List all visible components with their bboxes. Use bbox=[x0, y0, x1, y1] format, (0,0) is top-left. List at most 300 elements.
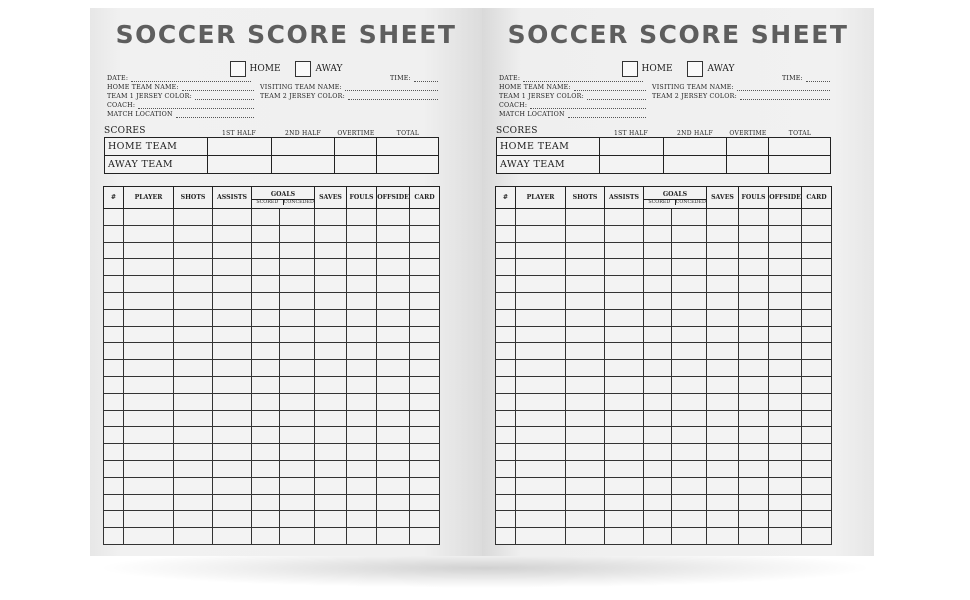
player-stat-cell[interactable] bbox=[769, 326, 802, 343]
player-stat-cell[interactable] bbox=[672, 209, 707, 226]
player-stat-cell[interactable] bbox=[672, 444, 707, 461]
player-stat-cell[interactable] bbox=[280, 477, 315, 494]
player-stat-cell[interactable] bbox=[605, 309, 644, 326]
player-stat-cell[interactable] bbox=[410, 393, 440, 410]
player-stat-cell[interactable] bbox=[377, 410, 410, 427]
player-stat-cell[interactable] bbox=[410, 494, 440, 511]
player-stat-cell[interactable] bbox=[104, 511, 124, 528]
player-stat-cell[interactable] bbox=[739, 242, 769, 259]
player-stat-cell[interactable] bbox=[566, 343, 605, 360]
player-stat-cell[interactable] bbox=[315, 511, 347, 528]
player-stat-cell[interactable] bbox=[377, 209, 410, 226]
player-stat-cell[interactable] bbox=[802, 477, 832, 494]
player-stat-cell[interactable] bbox=[377, 444, 410, 461]
score-cell[interactable] bbox=[599, 138, 663, 156]
player-stat-cell[interactable] bbox=[707, 444, 739, 461]
player-stat-cell[interactable] bbox=[802, 444, 832, 461]
player-stat-cell[interactable] bbox=[315, 343, 347, 360]
player-stat-cell[interactable] bbox=[104, 292, 124, 309]
player-stat-cell[interactable] bbox=[124, 225, 174, 242]
player-stat-cell[interactable] bbox=[769, 343, 802, 360]
player-stat-cell[interactable] bbox=[280, 460, 315, 477]
player-stat-cell[interactable] bbox=[739, 393, 769, 410]
player-stat-cell[interactable] bbox=[315, 360, 347, 377]
player-stat-cell[interactable] bbox=[252, 225, 280, 242]
player-stat-cell[interactable] bbox=[496, 292, 516, 309]
player-stat-cell[interactable] bbox=[124, 444, 174, 461]
player-stat-cell[interactable] bbox=[802, 376, 832, 393]
player-stat-cell[interactable] bbox=[644, 326, 672, 343]
player-stat-cell[interactable] bbox=[496, 259, 516, 276]
player-stat-cell[interactable] bbox=[566, 444, 605, 461]
player-stat-cell[interactable] bbox=[739, 376, 769, 393]
player-stat-cell[interactable] bbox=[213, 410, 252, 427]
player-stat-cell[interactable] bbox=[802, 511, 832, 528]
player-stat-cell[interactable] bbox=[315, 427, 347, 444]
player-stat-cell[interactable] bbox=[213, 511, 252, 528]
player-stat-cell[interactable] bbox=[516, 209, 566, 226]
away-option[interactable] bbox=[295, 61, 342, 77]
player-stat-cell[interactable] bbox=[104, 360, 124, 377]
player-stat-cell[interactable] bbox=[347, 209, 377, 226]
player-stat-cell[interactable] bbox=[566, 427, 605, 444]
player-stat-cell[interactable] bbox=[672, 460, 707, 477]
player-stat-cell[interactable] bbox=[802, 292, 832, 309]
player-stat-cell[interactable] bbox=[707, 528, 739, 545]
player-stat-cell[interactable] bbox=[213, 276, 252, 293]
coach-field[interactable] bbox=[499, 102, 646, 109]
player-stat-cell[interactable] bbox=[644, 259, 672, 276]
player-stat-cell[interactable] bbox=[252, 376, 280, 393]
player-stat-cell[interactable] bbox=[213, 343, 252, 360]
match-location-field[interactable] bbox=[107, 111, 254, 118]
player-stat-cell[interactable] bbox=[739, 209, 769, 226]
player-stat-cell[interactable] bbox=[707, 427, 739, 444]
player-stat-cell[interactable] bbox=[347, 528, 377, 545]
player-stat-cell[interactable] bbox=[516, 326, 566, 343]
player-stat-cell[interactable] bbox=[124, 376, 174, 393]
player-stat-cell[interactable] bbox=[566, 410, 605, 427]
player-stat-cell[interactable] bbox=[672, 360, 707, 377]
player-stat-cell[interactable] bbox=[377, 343, 410, 360]
player-stat-cell[interactable] bbox=[566, 225, 605, 242]
player-stat-cell[interactable] bbox=[213, 209, 252, 226]
player-stat-cell[interactable] bbox=[124, 326, 174, 343]
player-stat-cell[interactable] bbox=[644, 309, 672, 326]
player-stat-cell[interactable] bbox=[605, 494, 644, 511]
score-cell[interactable] bbox=[207, 156, 271, 174]
player-stat-cell[interactable] bbox=[644, 242, 672, 259]
player-stat-cell[interactable] bbox=[769, 276, 802, 293]
player-stat-cell[interactable] bbox=[252, 494, 280, 511]
player-stat-cell[interactable] bbox=[707, 494, 739, 511]
player-stat-cell[interactable] bbox=[315, 209, 347, 226]
player-stat-cell[interactable] bbox=[252, 259, 280, 276]
player-stat-cell[interactable] bbox=[124, 477, 174, 494]
player-stat-cell[interactable] bbox=[707, 360, 739, 377]
player-stat-cell[interactable] bbox=[496, 242, 516, 259]
player-stat-cell[interactable] bbox=[739, 259, 769, 276]
player-stat-cell[interactable] bbox=[496, 326, 516, 343]
player-stat-cell[interactable] bbox=[410, 528, 440, 545]
player-stat-cell[interactable] bbox=[124, 276, 174, 293]
player-stat-cell[interactable] bbox=[516, 360, 566, 377]
player-stat-cell[interactable] bbox=[605, 343, 644, 360]
player-stat-cell[interactable] bbox=[516, 343, 566, 360]
player-stat-cell[interactable] bbox=[174, 393, 213, 410]
player-stat-cell[interactable] bbox=[347, 326, 377, 343]
player-stat-cell[interactable] bbox=[347, 410, 377, 427]
player-stat-cell[interactable] bbox=[213, 393, 252, 410]
player-stat-cell[interactable] bbox=[739, 528, 769, 545]
player-stat-cell[interactable] bbox=[347, 477, 377, 494]
player-stat-cell[interactable] bbox=[672, 309, 707, 326]
player-stat-cell[interactable] bbox=[516, 410, 566, 427]
player-stat-cell[interactable] bbox=[566, 326, 605, 343]
player-stat-cell[interactable] bbox=[410, 309, 440, 326]
player-stat-cell[interactable] bbox=[104, 477, 124, 494]
team1-jersey-field[interactable] bbox=[499, 93, 646, 100]
player-stat-cell[interactable] bbox=[769, 259, 802, 276]
player-stat-cell[interactable] bbox=[410, 511, 440, 528]
player-stat-cell[interactable] bbox=[377, 460, 410, 477]
player-stat-cell[interactable] bbox=[410, 460, 440, 477]
player-stat-cell[interactable] bbox=[174, 460, 213, 477]
player-stat-cell[interactable] bbox=[672, 259, 707, 276]
player-stat-cell[interactable] bbox=[707, 460, 739, 477]
player-stat-cell[interactable] bbox=[280, 410, 315, 427]
player-stat-cell[interactable] bbox=[377, 511, 410, 528]
player-stat-cell[interactable] bbox=[672, 292, 707, 309]
player-stat-cell[interactable] bbox=[347, 242, 377, 259]
player-stat-cell[interactable] bbox=[516, 276, 566, 293]
player-stat-cell[interactable] bbox=[213, 326, 252, 343]
player-stat-cell[interactable] bbox=[174, 225, 213, 242]
player-stat-cell[interactable] bbox=[769, 225, 802, 242]
player-stat-cell[interactable] bbox=[707, 343, 739, 360]
player-stat-cell[interactable] bbox=[739, 477, 769, 494]
player-stat-cell[interactable] bbox=[672, 242, 707, 259]
player-stat-cell[interactable] bbox=[707, 376, 739, 393]
player-stat-cell[interactable] bbox=[644, 360, 672, 377]
player-stat-cell[interactable] bbox=[644, 343, 672, 360]
player-stat-cell[interactable] bbox=[213, 427, 252, 444]
player-stat-cell[interactable] bbox=[496, 209, 516, 226]
player-stat-cell[interactable] bbox=[566, 360, 605, 377]
player-stat-cell[interactable] bbox=[377, 242, 410, 259]
player-stat-cell[interactable] bbox=[605, 326, 644, 343]
player-stat-cell[interactable] bbox=[347, 343, 377, 360]
player-stat-cell[interactable] bbox=[315, 259, 347, 276]
player-stat-cell[interactable] bbox=[739, 427, 769, 444]
player-stat-cell[interactable] bbox=[605, 276, 644, 293]
player-stat-cell[interactable] bbox=[566, 242, 605, 259]
player-stat-cell[interactable] bbox=[377, 376, 410, 393]
player-stat-cell[interactable] bbox=[707, 511, 739, 528]
player-stat-cell[interactable] bbox=[739, 410, 769, 427]
player-stat-cell[interactable] bbox=[644, 376, 672, 393]
player-stat-cell[interactable] bbox=[104, 494, 124, 511]
player-stat-cell[interactable] bbox=[516, 309, 566, 326]
player-stat-cell[interactable] bbox=[174, 276, 213, 293]
away-option[interactable] bbox=[687, 61, 734, 77]
player-stat-cell[interactable] bbox=[213, 360, 252, 377]
player-stat-cell[interactable] bbox=[802, 209, 832, 226]
player-stat-cell[interactable] bbox=[315, 528, 347, 545]
player-stat-cell[interactable] bbox=[769, 444, 802, 461]
player-stat-cell[interactable] bbox=[516, 259, 566, 276]
player-stat-cell[interactable] bbox=[672, 225, 707, 242]
player-stat-cell[interactable] bbox=[377, 225, 410, 242]
player-stat-cell[interactable] bbox=[124, 309, 174, 326]
player-stat-cell[interactable] bbox=[802, 393, 832, 410]
player-stat-cell[interactable] bbox=[174, 477, 213, 494]
player-stat-cell[interactable] bbox=[124, 528, 174, 545]
player-stat-cell[interactable] bbox=[672, 343, 707, 360]
player-stat-cell[interactable] bbox=[739, 225, 769, 242]
player-stat-cell[interactable] bbox=[769, 309, 802, 326]
player-stat-cell[interactable] bbox=[644, 276, 672, 293]
player-stat-cell[interactable] bbox=[496, 444, 516, 461]
player-stat-cell[interactable] bbox=[315, 494, 347, 511]
player-stat-cell[interactable] bbox=[252, 444, 280, 461]
player-stat-cell[interactable] bbox=[739, 326, 769, 343]
player-stat-cell[interactable] bbox=[315, 326, 347, 343]
player-stat-cell[interactable] bbox=[213, 376, 252, 393]
player-stat-cell[interactable] bbox=[252, 410, 280, 427]
player-stat-cell[interactable] bbox=[104, 276, 124, 293]
player-stat-cell[interactable] bbox=[769, 242, 802, 259]
player-stat-cell[interactable] bbox=[124, 242, 174, 259]
player-stat-cell[interactable] bbox=[769, 393, 802, 410]
player-stat-cell[interactable] bbox=[410, 360, 440, 377]
player-stat-cell[interactable] bbox=[280, 427, 315, 444]
player-stat-cell[interactable] bbox=[315, 376, 347, 393]
player-stat-cell[interactable] bbox=[516, 494, 566, 511]
player-stat-cell[interactable] bbox=[252, 343, 280, 360]
player-stat-cell[interactable] bbox=[410, 444, 440, 461]
player-stat-cell[interactable] bbox=[516, 427, 566, 444]
player-stat-cell[interactable] bbox=[707, 276, 739, 293]
player-stat-cell[interactable] bbox=[252, 209, 280, 226]
player-stat-cell[interactable] bbox=[315, 225, 347, 242]
player-stat-cell[interactable] bbox=[377, 477, 410, 494]
player-stat-cell[interactable] bbox=[174, 376, 213, 393]
player-stat-cell[interactable] bbox=[605, 242, 644, 259]
player-stat-cell[interactable] bbox=[377, 528, 410, 545]
player-stat-cell[interactable] bbox=[280, 225, 315, 242]
player-stat-cell[interactable] bbox=[104, 259, 124, 276]
player-stat-cell[interactable] bbox=[644, 410, 672, 427]
player-stat-cell[interactable] bbox=[280, 343, 315, 360]
score-cell[interactable] bbox=[377, 138, 439, 156]
player-stat-cell[interactable] bbox=[644, 528, 672, 545]
player-stat-cell[interactable] bbox=[605, 427, 644, 444]
score-cell[interactable] bbox=[599, 156, 663, 174]
player-stat-cell[interactable] bbox=[769, 410, 802, 427]
player-stat-cell[interactable] bbox=[104, 427, 124, 444]
player-stat-cell[interactable] bbox=[802, 225, 832, 242]
player-stat-cell[interactable] bbox=[174, 444, 213, 461]
player-stat-cell[interactable] bbox=[104, 410, 124, 427]
player-stat-cell[interactable] bbox=[124, 209, 174, 226]
player-stat-cell[interactable] bbox=[644, 209, 672, 226]
player-stat-cell[interactable] bbox=[672, 427, 707, 444]
player-stat-cell[interactable] bbox=[124, 292, 174, 309]
player-stat-cell[interactable] bbox=[252, 528, 280, 545]
player-stat-cell[interactable] bbox=[707, 259, 739, 276]
home-team-name-field[interactable] bbox=[107, 84, 254, 91]
player-stat-cell[interactable] bbox=[280, 444, 315, 461]
player-stat-cell[interactable] bbox=[605, 477, 644, 494]
player-stat-cell[interactable] bbox=[280, 242, 315, 259]
player-stat-cell[interactable] bbox=[496, 528, 516, 545]
player-stat-cell[interactable] bbox=[213, 477, 252, 494]
player-stat-cell[interactable] bbox=[644, 393, 672, 410]
player-stat-cell[interactable] bbox=[769, 494, 802, 511]
player-stat-cell[interactable] bbox=[769, 209, 802, 226]
player-stat-cell[interactable] bbox=[644, 494, 672, 511]
player-stat-cell[interactable] bbox=[410, 209, 440, 226]
player-stat-cell[interactable] bbox=[410, 427, 440, 444]
player-stat-cell[interactable] bbox=[496, 494, 516, 511]
player-stat-cell[interactable] bbox=[280, 276, 315, 293]
team2-jersey-field[interactable] bbox=[652, 93, 830, 100]
player-stat-cell[interactable] bbox=[496, 276, 516, 293]
player-stat-cell[interactable] bbox=[280, 511, 315, 528]
player-stat-cell[interactable] bbox=[315, 460, 347, 477]
player-stat-cell[interactable] bbox=[644, 427, 672, 444]
player-stat-cell[interactable] bbox=[174, 326, 213, 343]
player-stat-cell[interactable] bbox=[347, 494, 377, 511]
player-stat-cell[interactable] bbox=[174, 259, 213, 276]
player-stat-cell[interactable] bbox=[347, 376, 377, 393]
player-stat-cell[interactable] bbox=[802, 410, 832, 427]
player-stat-cell[interactable] bbox=[644, 460, 672, 477]
player-stat-cell[interactable] bbox=[802, 242, 832, 259]
player-stat-cell[interactable] bbox=[496, 477, 516, 494]
player-stat-cell[interactable] bbox=[707, 393, 739, 410]
time-field[interactable] bbox=[782, 75, 830, 82]
player-stat-cell[interactable] bbox=[672, 326, 707, 343]
player-stat-cell[interactable] bbox=[605, 259, 644, 276]
player-stat-cell[interactable] bbox=[104, 393, 124, 410]
player-stat-cell[interactable] bbox=[174, 528, 213, 545]
away-checkbox[interactable] bbox=[295, 61, 311, 77]
player-stat-cell[interactable] bbox=[605, 393, 644, 410]
player-stat-cell[interactable] bbox=[644, 511, 672, 528]
score-cell[interactable] bbox=[271, 156, 335, 174]
date-field[interactable] bbox=[499, 75, 643, 82]
player-stat-cell[interactable] bbox=[104, 209, 124, 226]
score-cell[interactable] bbox=[271, 138, 335, 156]
player-stat-cell[interactable] bbox=[605, 292, 644, 309]
player-stat-cell[interactable] bbox=[802, 309, 832, 326]
player-stat-cell[interactable] bbox=[347, 276, 377, 293]
player-stat-cell[interactable] bbox=[213, 242, 252, 259]
player-stat-cell[interactable] bbox=[496, 460, 516, 477]
score-cell[interactable] bbox=[207, 138, 271, 156]
player-stat-cell[interactable] bbox=[739, 511, 769, 528]
player-stat-cell[interactable] bbox=[496, 343, 516, 360]
player-stat-cell[interactable] bbox=[124, 427, 174, 444]
player-stat-cell[interactable] bbox=[605, 225, 644, 242]
player-stat-cell[interactable] bbox=[566, 393, 605, 410]
player-stat-cell[interactable] bbox=[605, 376, 644, 393]
player-stat-cell[interactable] bbox=[377, 494, 410, 511]
player-stat-cell[interactable] bbox=[802, 360, 832, 377]
player-stat-cell[interactable] bbox=[769, 427, 802, 444]
score-cell[interactable] bbox=[727, 156, 769, 174]
player-stat-cell[interactable] bbox=[174, 309, 213, 326]
player-stat-cell[interactable] bbox=[605, 511, 644, 528]
player-stat-cell[interactable] bbox=[516, 376, 566, 393]
player-stat-cell[interactable] bbox=[496, 360, 516, 377]
player-stat-cell[interactable] bbox=[644, 292, 672, 309]
player-stat-cell[interactable] bbox=[280, 259, 315, 276]
player-stat-cell[interactable] bbox=[802, 528, 832, 545]
player-stat-cell[interactable] bbox=[174, 360, 213, 377]
player-stat-cell[interactable] bbox=[769, 477, 802, 494]
player-stat-cell[interactable] bbox=[377, 360, 410, 377]
player-stat-cell[interactable] bbox=[252, 242, 280, 259]
player-stat-cell[interactable] bbox=[566, 494, 605, 511]
player-stat-cell[interactable] bbox=[252, 427, 280, 444]
player-stat-cell[interactable] bbox=[566, 209, 605, 226]
player-stat-cell[interactable] bbox=[213, 460, 252, 477]
player-stat-cell[interactable] bbox=[174, 511, 213, 528]
player-stat-cell[interactable] bbox=[315, 410, 347, 427]
player-stat-cell[interactable] bbox=[315, 292, 347, 309]
player-stat-cell[interactable] bbox=[566, 376, 605, 393]
player-stat-cell[interactable] bbox=[174, 410, 213, 427]
player-stat-cell[interactable] bbox=[410, 326, 440, 343]
player-stat-cell[interactable] bbox=[672, 376, 707, 393]
player-stat-cell[interactable] bbox=[802, 427, 832, 444]
player-stat-cell[interactable] bbox=[644, 444, 672, 461]
score-cell[interactable] bbox=[769, 138, 831, 156]
player-stat-cell[interactable] bbox=[605, 444, 644, 461]
player-stat-cell[interactable] bbox=[769, 360, 802, 377]
player-stat-cell[interactable] bbox=[672, 528, 707, 545]
player-stat-cell[interactable] bbox=[124, 410, 174, 427]
player-stat-cell[interactable] bbox=[739, 309, 769, 326]
player-stat-cell[interactable] bbox=[802, 494, 832, 511]
player-stat-cell[interactable] bbox=[410, 225, 440, 242]
player-stat-cell[interactable] bbox=[124, 360, 174, 377]
player-stat-cell[interactable] bbox=[516, 242, 566, 259]
player-stat-cell[interactable] bbox=[410, 276, 440, 293]
player-stat-cell[interactable] bbox=[707, 410, 739, 427]
player-stat-cell[interactable] bbox=[739, 444, 769, 461]
away-checkbox[interactable] bbox=[687, 61, 703, 77]
player-stat-cell[interactable] bbox=[252, 326, 280, 343]
player-stat-cell[interactable] bbox=[280, 494, 315, 511]
player-stat-cell[interactable] bbox=[377, 276, 410, 293]
match-location-field[interactable] bbox=[499, 111, 646, 118]
player-stat-cell[interactable] bbox=[739, 494, 769, 511]
score-cell[interactable] bbox=[663, 138, 727, 156]
player-stat-cell[interactable] bbox=[707, 242, 739, 259]
player-stat-cell[interactable] bbox=[672, 276, 707, 293]
player-stat-cell[interactable] bbox=[496, 393, 516, 410]
player-stat-cell[interactable] bbox=[516, 477, 566, 494]
player-stat-cell[interactable] bbox=[707, 292, 739, 309]
player-stat-cell[interactable] bbox=[707, 326, 739, 343]
player-stat-cell[interactable] bbox=[672, 511, 707, 528]
player-stat-cell[interactable] bbox=[124, 393, 174, 410]
player-stat-cell[interactable] bbox=[174, 343, 213, 360]
